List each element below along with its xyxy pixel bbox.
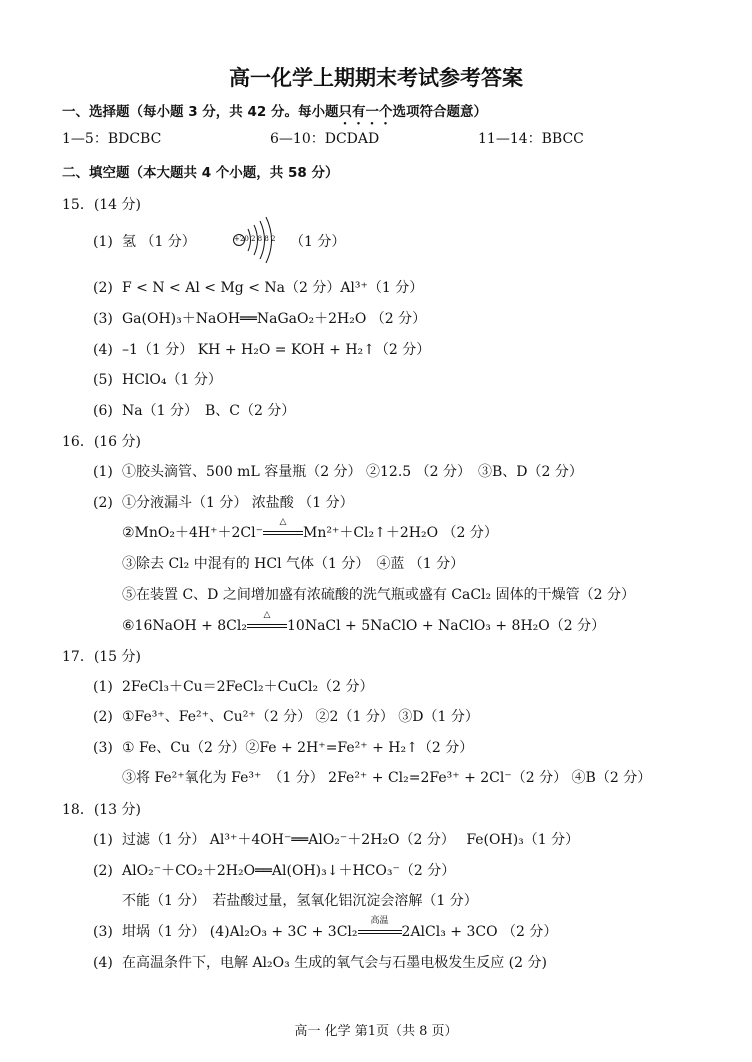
heating-condition-e (247, 610, 287, 636)
q18-part-3-answer (122, 916, 558, 942)
heating-condition (263, 517, 303, 543)
question-16-heading: 16．(16 分) (62, 434, 142, 450)
high-temperature-label: 高温 (370, 916, 389, 926)
q15-part-5-number: (5) (93, 372, 113, 388)
choice-answers-1-5: 1—5：BDCBC (62, 131, 162, 147)
question-18-heading: 18．(13 分) (62, 802, 142, 818)
atom-structure-diagram (228, 212, 276, 266)
choice-answers-11-14: 11—14：BBCC (478, 131, 584, 147)
q18-equation-reactants: 坩埚（1 分） (4)Al₂O₃ + 3C + 3Cl₂ (122, 924, 358, 940)
q16-part-2-answer-a: ①分液漏斗（1 分） 浓盐酸 （1 分） (122, 495, 354, 511)
q15-part-1-answer: 氢 （1 分） (122, 234, 196, 250)
section-2-heading: 二、填空题（本大题共 4 个小题，共 58 分） (62, 165, 339, 181)
q18-equation-products: 2AlCl₃ + 3CO （2 分） (401, 924, 558, 940)
q15-part-4-answer: –1（1 分） KH + H₂O = KOH + H₂↑（2 分） (122, 342, 431, 358)
q18-part-3-number: (3) (93, 924, 113, 940)
q15-part-2-answer: F < N < Al < Mg < Na（2 分）Al³⁺（1 分） (122, 280, 424, 296)
q15-part-6-number: (6) (93, 403, 113, 419)
q16-equation-e-reactants: ⑥16NaOH + 8Cl₂ (122, 618, 247, 634)
q16-equation-products: Mn²⁺＋Cl₂↑＋2H₂O （2 分） (302, 525, 498, 541)
q16-part-1-answer: ①胶头滴管、500 mL 容量瓶（2 分） ②12.5 （2 分） ③B、D（2 分） (122, 464, 583, 480)
q17-part-3-answer-a: ① Fe、Cu（2 分）②Fe + 2H⁺=Fe²⁺ + H₂↑（2 分） (122, 740, 474, 756)
q18-part-2-number: (2) (93, 863, 113, 879)
q18-part-2-answer-b: 不能（1 分） 若盐酸过量，氢氧化铝沉淀会溶解（1 分） (122, 893, 478, 909)
q15-part-1-number: (1) (93, 234, 113, 250)
q16-part-1-number: (1) (93, 464, 113, 480)
q16-part-2-equation (122, 517, 498, 543)
q18-part-4-number: (4) (93, 955, 113, 971)
high-temperature-condition (358, 916, 402, 942)
q16-equation-e-products: 10NaCl + 5NaClO + NaClO₃ + 8H₂O（2 分） (287, 618, 606, 634)
q16-part-2-answer-c: ③除去 Cl₂ 中混有的 HCl 气体（1 分） ④蓝 （1 分） (122, 556, 465, 572)
q17-part-2-number: (2) (93, 709, 113, 725)
q17-part-1-number: (1) (93, 679, 113, 695)
page-title: 高一化学上期期末考试参考答案 (229, 66, 523, 90)
choice-answers-6-10: 6—10：DCDAD (270, 131, 380, 147)
q17-part-3-number: (3) (93, 740, 113, 756)
q17-part-3-answer-b: ③将 Fe²⁺氧化为 Fe³⁺ （1 分） 2Fe²⁺ + Cl₂=2Fe³⁺ + 2Cl⁻（2 分） ④B（2 分） (122, 770, 652, 786)
q15-part-4-number: (4) (93, 342, 113, 358)
atom-structure-label: +20 2 8 8 2 (234, 235, 276, 243)
q16-part-2-answer-d: ⑤在装置 C、D 之间增加盛有浓硫酸的洗气瓶或盛有 CaCl₂ 固体的干燥管（2 分） (122, 587, 635, 603)
q18-part-4-answer: 在高温条件下，电解 Al₂O₃ 生成的氧气会与石墨电极发生反应 (2 分) (122, 955, 547, 971)
section-1-heading-emphasis: 只有一个 (338, 104, 393, 120)
section-1-heading-part-c: 选项符合题意） (392, 104, 487, 120)
q18-part-2-answer-a: AlO₂⁻＋CO₂＋2H₂O══Al(OH)₃↓＋HCO₃⁻（2 分） (122, 863, 456, 879)
heat-symbol-e: △ (263, 610, 271, 620)
q15-part-3-number: (3) (93, 311, 113, 327)
q18-part-1-number: (1) (93, 832, 113, 848)
q18-part-1-answer: 过滤（1 分） Al³⁺＋4OH⁻══AlO₂⁻＋2H₂O（2 分） Fe(OH)₃（1 分） (122, 832, 580, 848)
q15-part-3-answer: Ga(OH)₃＋NaOH══NaGaO₂＋2H₂O （2 分） (122, 311, 427, 327)
q17-part-1-answer: 2FeCl₃＋Cu＝2FeCl₂＋CuCl₂（2 分） (122, 679, 374, 695)
q17-part-2-answer: ①Fe³⁺、Fe²⁺、Cu²⁺（2 分） ②2（1 分） ③D（1 分） (122, 709, 479, 725)
section-1-heading (62, 102, 487, 128)
q15-part-1-score: （1 分） (290, 234, 346, 250)
q15-part-6-answer: Na（1 分） B、C（2 分） (122, 403, 296, 419)
section-1-heading-part-a: 一、选择题（每小题 3 分，共 42 分。每小题 (62, 104, 339, 120)
q15-part-2-number: (2) (93, 280, 113, 296)
question-17-heading: 17．(15 分) (62, 649, 142, 665)
question-15-heading: 15．(14 分) (62, 197, 142, 213)
q15-part-5-answer: HClO₄（1 分） (122, 372, 222, 388)
heat-symbol: △ (279, 517, 287, 527)
page-footer: 高一 化学 第1页（共 8 页） (294, 1024, 458, 1039)
q16-equation-reactants: ②MnO₂＋4H⁺＋2Cl⁻ (122, 525, 263, 541)
q16-part-2-equation-e (122, 610, 606, 636)
q16-part-2-number: (2) (93, 495, 113, 511)
